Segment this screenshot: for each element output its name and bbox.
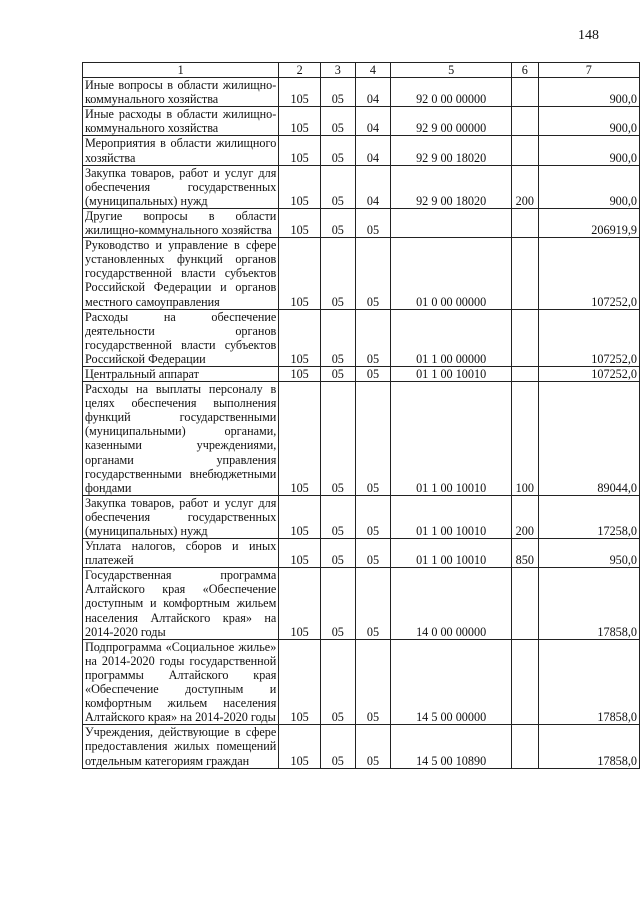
row-admin-code: 105 (279, 539, 321, 568)
row-target-article: 14 5 00 00000 (391, 639, 512, 725)
row-amount: 900,0 (538, 107, 639, 136)
row-amount: 107252,0 (538, 366, 639, 381)
row-amount: 17258,0 (538, 495, 639, 538)
row-admin-code: 105 (279, 78, 321, 107)
table-row (83, 238, 640, 309)
row-subsection-code: 05 (355, 382, 391, 496)
row-subsection-code: 05 (355, 238, 391, 309)
row-amount: 107252,0 (538, 309, 639, 366)
row-section-code: 05 (320, 568, 355, 639)
row-target-article: 92 9 00 18020 (391, 165, 512, 208)
row-admin-code: 105 (279, 208, 321, 237)
table-row (83, 165, 640, 208)
row-section-code: 05 (320, 208, 355, 237)
row-admin-code: 105 (279, 107, 321, 136)
table-header-row (83, 63, 640, 78)
row-description: Расходы на выплаты персоналу в целях обеспечения выполнения функций государственными (муниципальными) органами, казенными учреждениями, органами управления государственными внебюджетными фондами (83, 382, 279, 496)
row-amount: 950,0 (538, 539, 639, 568)
row-section-code: 05 (320, 495, 355, 538)
row-subsection-code: 04 (355, 165, 391, 208)
row-subsection-code: 04 (355, 78, 391, 107)
table-row (83, 78, 640, 107)
table-row (83, 107, 640, 136)
row-expense-type: 850 (511, 539, 538, 568)
row-expense-type (511, 309, 538, 366)
row-section-code: 05 (320, 238, 355, 309)
row-target-article: 14 0 00 00000 (391, 568, 512, 639)
row-subsection-code: 05 (355, 539, 391, 568)
row-target-article: 01 1 00 10010 (391, 495, 512, 538)
row-description: Иные вопросы в области жилищно-коммунального хозяйства (83, 78, 279, 107)
row-target-article: 14 5 00 10890 (391, 725, 512, 768)
row-amount: 17858,0 (538, 568, 639, 639)
row-section-code: 05 (320, 639, 355, 725)
row-description: Подпрограмма «Социальное жилье» на 2014-2020 годы государственной программы Алтайского края «Обеспечение доступным и комфортным жильем населения Алтайского края» на 2014-2020 годы (83, 639, 279, 725)
row-target-article: 92 9 00 00000 (391, 107, 512, 136)
row-description: Уплата налогов, сборов и иных платежей (83, 539, 279, 568)
row-expense-type: 200 (511, 165, 538, 208)
row-section-code: 05 (320, 382, 355, 496)
table-row (83, 366, 640, 381)
row-amount: 900,0 (538, 78, 639, 107)
row-section-code: 05 (320, 725, 355, 768)
row-subsection-code: 05 (355, 725, 391, 768)
row-section-code: 05 (320, 309, 355, 366)
header-col-1: 1 (83, 63, 279, 78)
row-description: Расходы на обеспечение деятельности органов государственной власти субъектов Российской Федерации (83, 309, 279, 366)
row-target-article (391, 208, 512, 237)
table-row (83, 136, 640, 165)
table-row (83, 725, 640, 768)
row-section-code: 05 (320, 165, 355, 208)
row-amount: 900,0 (538, 165, 639, 208)
budget-table (82, 62, 640, 769)
row-description: Закупка товаров, работ и услуг для обеспечения государственных (муниципальных) нужд (83, 495, 279, 538)
row-target-article: 01 1 00 10010 (391, 366, 512, 381)
row-expense-type (511, 78, 538, 107)
row-admin-code: 105 (279, 639, 321, 725)
header-col-7: 7 (538, 63, 639, 78)
row-target-article: 01 1 00 10010 (391, 382, 512, 496)
row-admin-code: 105 (279, 136, 321, 165)
row-expense-type (511, 208, 538, 237)
row-expense-type (511, 725, 538, 768)
row-expense-type (511, 639, 538, 725)
row-section-code: 05 (320, 107, 355, 136)
row-subsection-code: 04 (355, 136, 391, 165)
row-admin-code: 105 (279, 165, 321, 208)
table-row (83, 639, 640, 725)
table-row (83, 539, 640, 568)
row-expense-type (511, 107, 538, 136)
row-description: Центральный аппарат (83, 366, 279, 381)
row-expense-type (511, 238, 538, 309)
row-subsection-code: 05 (355, 208, 391, 237)
row-admin-code: 105 (279, 568, 321, 639)
row-description: Руководство и управление в сфере установленных функций органов государственной власти субъектов Российской Федерации и органов местного самоуправления (83, 238, 279, 309)
row-admin-code: 105 (279, 238, 321, 309)
row-expense-type: 200 (511, 495, 538, 538)
row-expense-type (511, 568, 538, 639)
row-description: Закупка товаров, работ и услуг для обеспечения государственных (муниципальных) нужд (83, 165, 279, 208)
row-amount: 17858,0 (538, 725, 639, 768)
table-row (83, 495, 640, 538)
header-col-6: 6 (511, 63, 538, 78)
row-amount: 17858,0 (538, 639, 639, 725)
row-description: Иные расходы в области жилищно-коммунального хозяйства (83, 107, 279, 136)
table-row (83, 382, 640, 496)
row-admin-code: 105 (279, 309, 321, 366)
table-row (83, 568, 640, 639)
header-col-4: 4 (355, 63, 391, 78)
header-col-5: 5 (391, 63, 512, 78)
row-section-code: 05 (320, 539, 355, 568)
row-expense-type (511, 136, 538, 165)
row-subsection-code: 05 (355, 568, 391, 639)
row-description: Учреждения, действующие в сфере предоставления жилых помещений отдельным категориям граждан (83, 725, 279, 768)
row-admin-code: 105 (279, 725, 321, 768)
header-col-3: 3 (320, 63, 355, 78)
row-admin-code: 105 (279, 495, 321, 538)
row-expense-type: 100 (511, 382, 538, 496)
header-col-2: 2 (279, 63, 321, 78)
row-description: Мероприятия в области жилищного хозяйства (83, 136, 279, 165)
row-subsection-code: 05 (355, 495, 391, 538)
row-subsection-code: 05 (355, 309, 391, 366)
row-amount: 107252,0 (538, 238, 639, 309)
table-row (83, 309, 640, 366)
row-subsection-code: 04 (355, 107, 391, 136)
row-target-article: 01 1 00 10010 (391, 539, 512, 568)
row-section-code: 05 (320, 366, 355, 381)
row-section-code: 05 (320, 78, 355, 107)
row-amount: 206919,9 (538, 208, 639, 237)
row-description: Государственная программа Алтайского края «Обеспечение доступным и комфортным жильем населения Алтайского края» на 2014-2020 годы (83, 568, 279, 639)
row-target-article: 01 1 00 00000 (391, 309, 512, 366)
page-number: 148 (578, 28, 599, 43)
row-admin-code: 105 (279, 366, 321, 381)
row-description: Другие вопросы в области жилищно-коммунального хозяйства (83, 208, 279, 237)
row-target-article: 92 0 00 00000 (391, 78, 512, 107)
row-amount: 900,0 (538, 136, 639, 165)
row-subsection-code: 05 (355, 639, 391, 725)
row-subsection-code: 05 (355, 366, 391, 381)
row-amount: 89044,0 (538, 382, 639, 496)
row-expense-type (511, 366, 538, 381)
row-target-article: 92 9 00 18020 (391, 136, 512, 165)
row-section-code: 05 (320, 136, 355, 165)
table-row (83, 208, 640, 237)
row-target-article: 01 0 00 00000 (391, 238, 512, 309)
row-admin-code: 105 (279, 382, 321, 496)
